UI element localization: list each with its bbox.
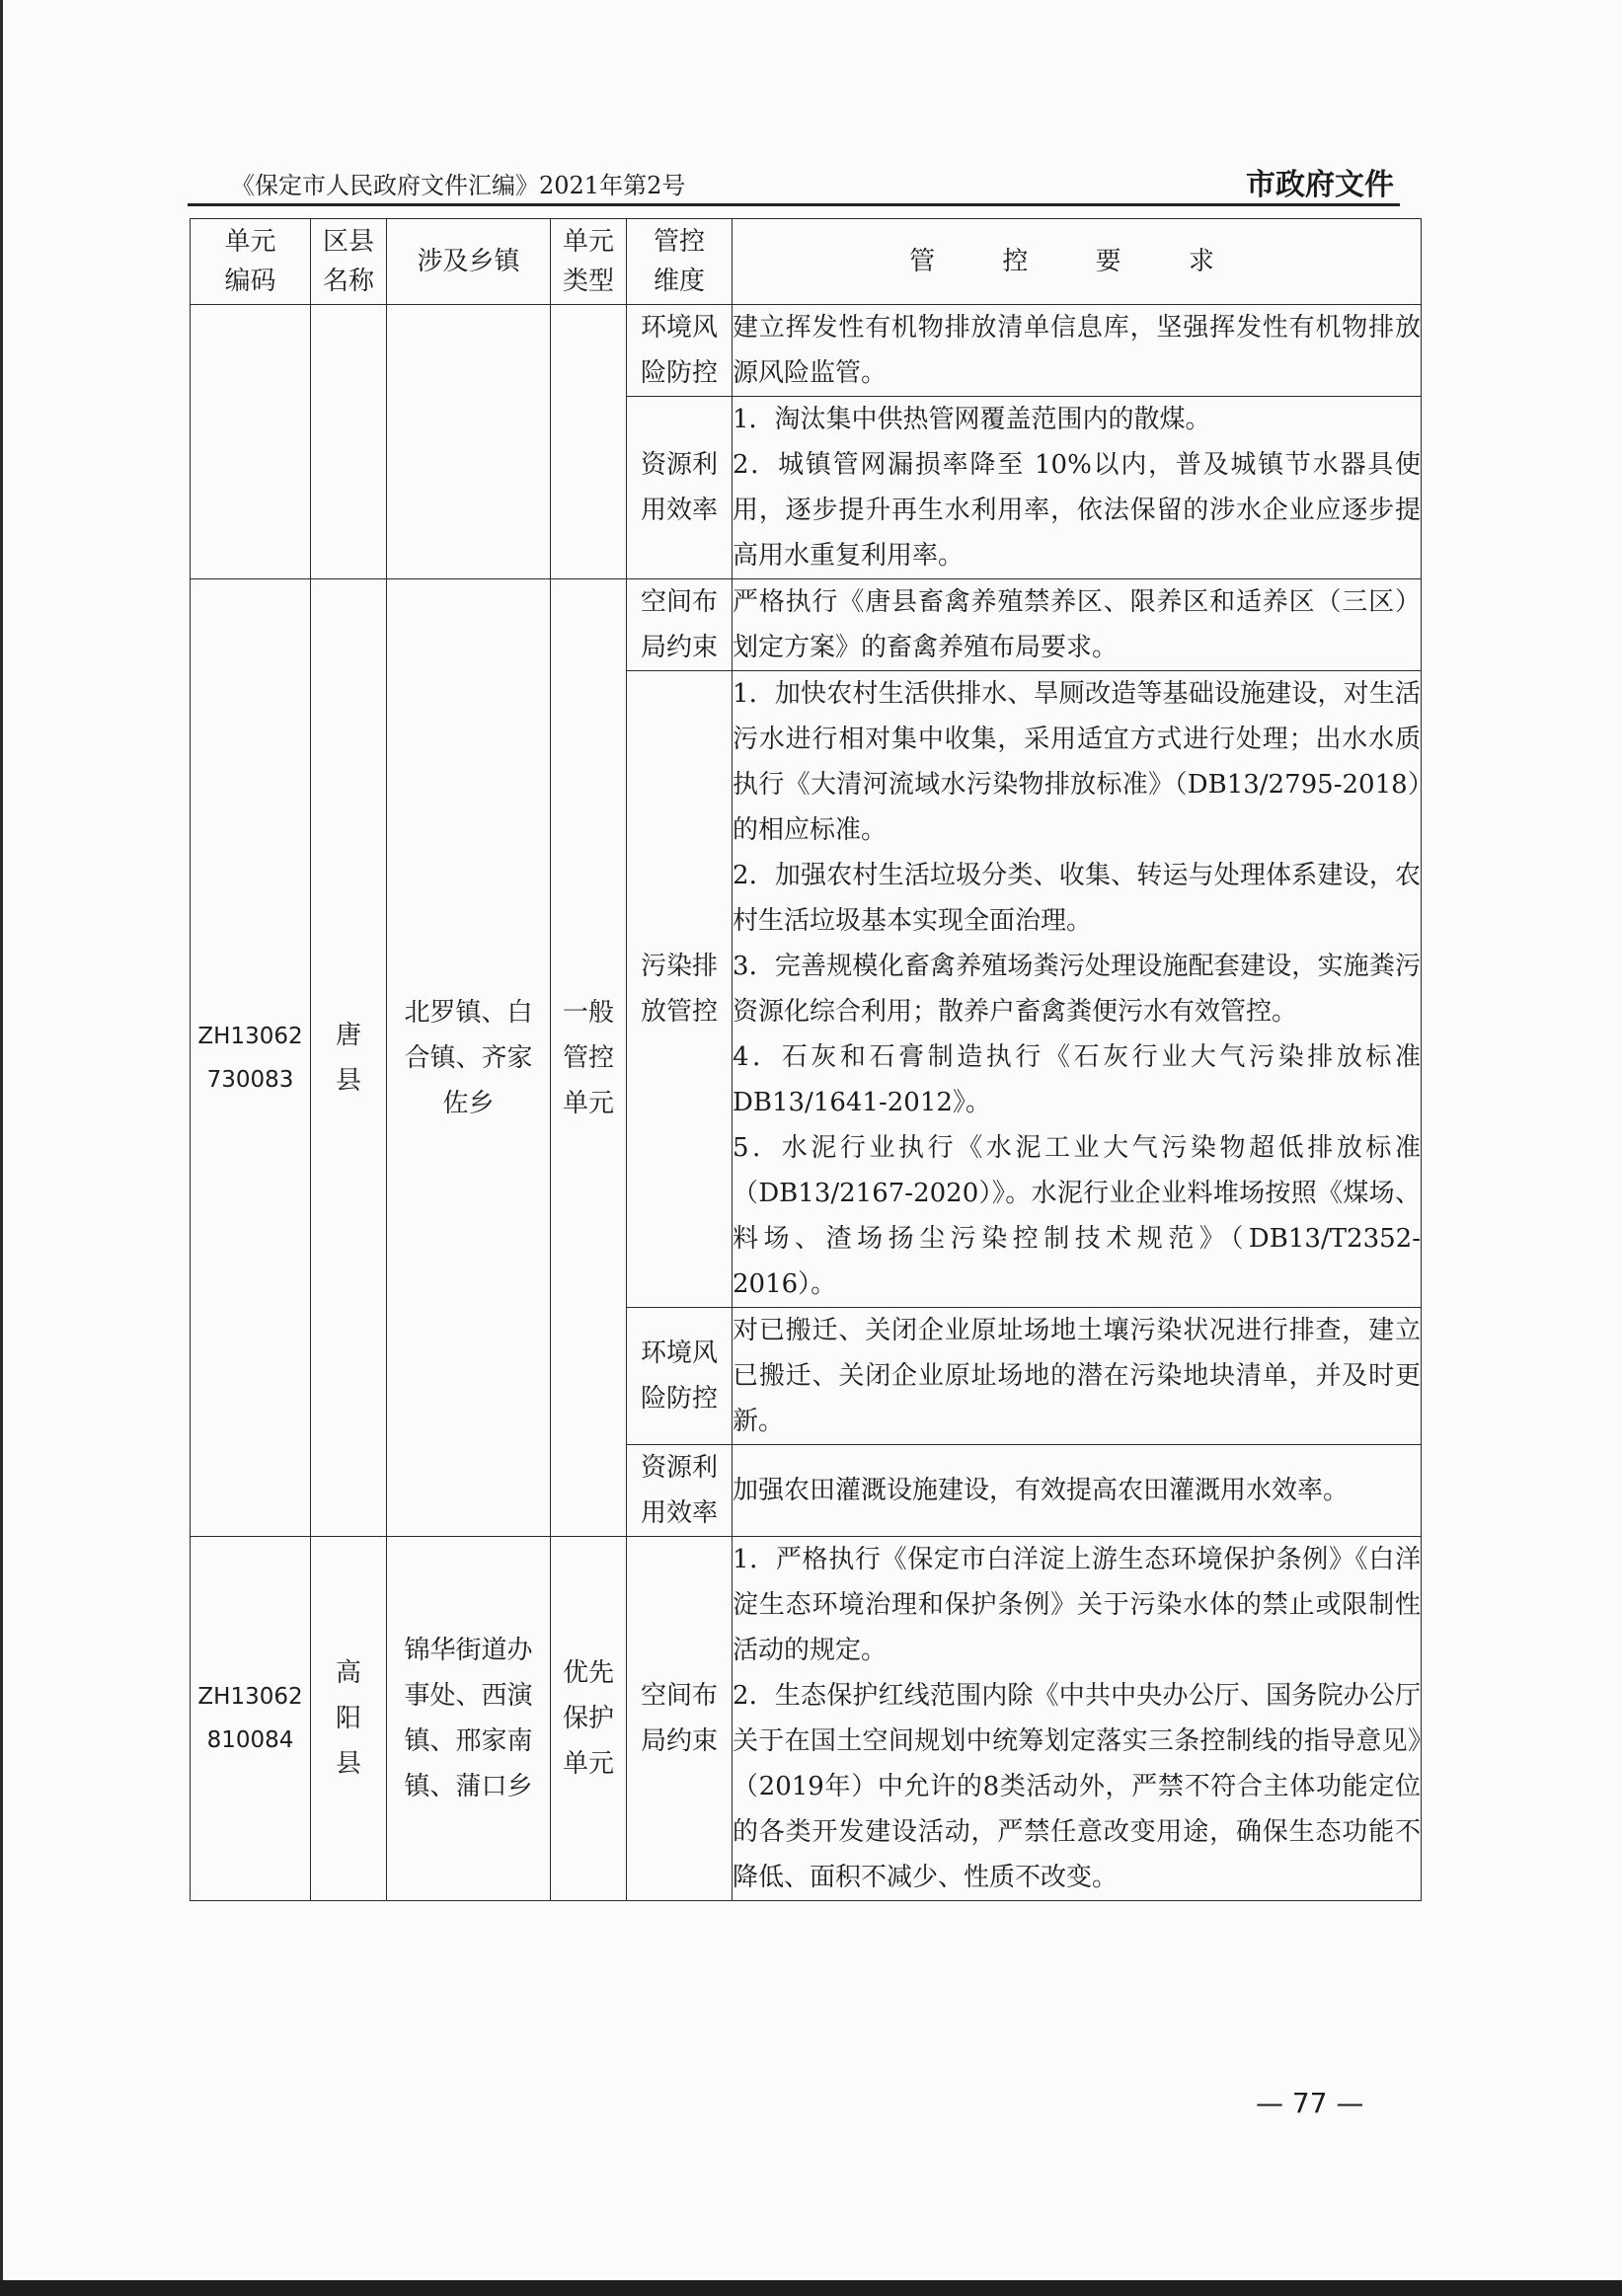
table-row — [191, 579, 1422, 671]
scan-edge-bottom — [0, 2280, 1622, 2296]
unit-type-cell: 优先 保护 单元 — [551, 1537, 627, 1901]
dimension-cell: 资源利 用效率 — [627, 1445, 733, 1537]
unit-type-cell: 一般 管控 单元 — [551, 579, 627, 1537]
dimension-cell: 环境风 险防控 — [627, 305, 733, 397]
control-requirements-table — [190, 218, 1422, 1901]
header-control-requirements: 管 控 要 求 — [733, 219, 1422, 305]
county-cell: 唐 县 — [311, 579, 387, 1537]
unit-code-cell — [191, 305, 311, 579]
page-number: — 77 — — [1256, 2087, 1364, 2119]
requirement-cell: 1．严格执行《保定市白洋淀上游生态环境保护条例》《白洋淀生态环境治理和保护条例》关于污染水体的禁止或限制性活动的规定。 2．生态保护红线范围内除《中共中央办公厅、国务院办公厅关于在国土空间规划中统筹划定落实三条控制线的指导意见》（2019年）中允许的8类活动外，严禁不符合主体功能定位的各类开发建设活动，严禁任意改变用途，确保生态功能不降低、面积不减少、性质不改变。 — [733, 1537, 1422, 1901]
county-cell: 高 阳 县 — [311, 1537, 387, 1901]
towns-cell — [387, 305, 551, 579]
header-unit-code: 单元 编码 — [191, 219, 311, 305]
towns-cell: 北罗镇、白 合镇、齐家 佐乡 — [387, 579, 551, 1537]
dimension-cell: 环境风 险防控 — [627, 1308, 733, 1445]
table-row — [191, 305, 1422, 397]
dimension-cell: 污染排 放管控 — [627, 671, 733, 1308]
page-header — [188, 154, 1400, 206]
requirement-cell: 对已搬迁、关闭企业原址场地土壤污染状况进行排查，建立已搬迁、关闭企业原址场地的潜在污染地块清单，并及时更新。 — [733, 1308, 1422, 1445]
header-towns: 涉及乡镇 — [387, 219, 551, 305]
table-row — [191, 1537, 1422, 1901]
requirement-cell: 建立挥发性有机物排放清单信息库，坚强挥发性有机物排放源风险监管。 — [733, 305, 1422, 397]
section-title: 市政府文件 — [1246, 168, 1394, 202]
unit-type-cell — [551, 305, 627, 579]
dimension-cell: 空间布 局约束 — [627, 1537, 733, 1901]
dimension-cell: 空间布 局约束 — [627, 579, 733, 671]
table-header-row — [191, 219, 1422, 305]
requirement-cell: 加强农田灌溉设施建设，有效提高农田灌溉用水效率。 — [733, 1445, 1422, 1537]
unit-code-cell: ZH13062 730083 — [191, 579, 311, 1537]
dimension-cell: 资源利 用效率 — [627, 397, 733, 579]
scan-edge-left — [0, 0, 3, 2296]
requirement-cell: 1．加快农村生活供排水、旱厕改造等基础设施建设，对生活污水进行相对集中收集，采用适宜方式进行处理；出水水质执行《大清河流域水污染物排放标准》（DB13/2795-2018）的相应标准。 2．加强农村生活垃圾分类、收集、转运与处理体系建设，农村生活垃圾基本实现全面治理。 3．完善规模化畜禽养殖场粪污处理设施配套建设，实施粪污资源化综合利用；散养户畜禽粪便污水有效管控。 4．石灰和石膏制造执行《石灰行业大气污染排放标准DB13/1641-2012》。 5．水泥行业执行《水泥工业大气污染物超低排放标准（DB13/2167-2020）》。水泥行业企业料堆场按照《煤场、料场、渣场扬尘污染控制技术规范》（DB13/T2352-2016）。 — [733, 671, 1422, 1308]
publication-title: 《保定市人民政府文件汇编》2021年第2号 — [231, 172, 686, 199]
header-unit-type: 单元 类型 — [551, 219, 627, 305]
towns-cell: 锦华街道办 事处、西演 镇、邢家南 镇、蒲口乡 — [387, 1537, 551, 1901]
requirement-cell: 1．淘汰集中供热管网覆盖范围内的散煤。 2．城镇管网漏损率降至 10%以内，普及城镇节水器具使用，逐步提升再生水利用率，依法保留的涉水企业应逐步提高用水重复利用率。 — [733, 397, 1422, 579]
header-county-name: 区县 名称 — [311, 219, 387, 305]
county-cell — [311, 305, 387, 579]
unit-code-cell: ZH13062 810084 — [191, 1537, 311, 1901]
header-control-dimension: 管控 维度 — [627, 219, 733, 305]
requirement-cell: 严格执行《唐县畜禽养殖禁养区、限养区和适养区（三区）划定方案》的畜禽养殖布局要求。 — [733, 579, 1422, 671]
